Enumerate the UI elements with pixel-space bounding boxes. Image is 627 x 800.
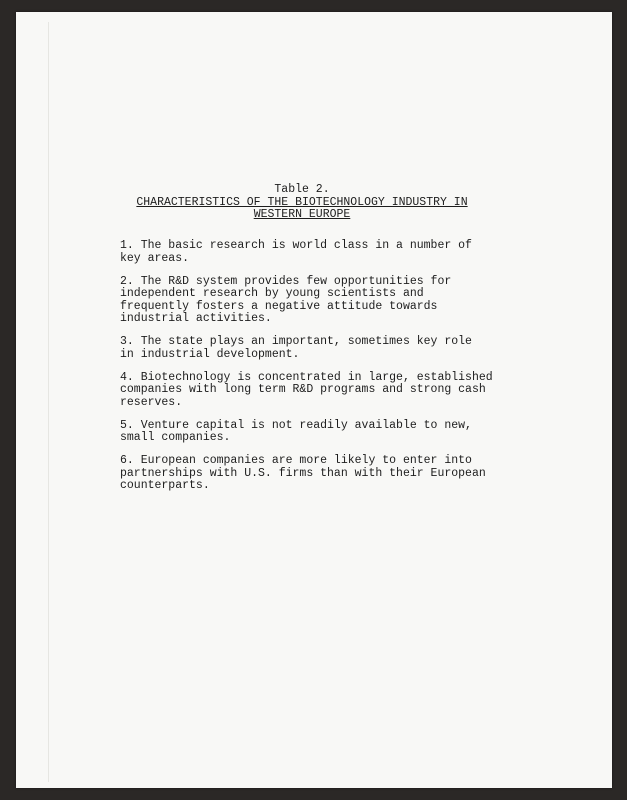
list-item bbox=[120, 240, 560, 265]
list-item-line: 3. The state plays an important, sometimes key role bbox=[120, 335, 472, 348]
list-item-line: 1. The basic research is world class in a number of bbox=[120, 239, 472, 252]
page-edge-shadow bbox=[48, 22, 49, 782]
table-label: Table 2. bbox=[274, 183, 330, 196]
list-item-line: partnerships with U.S. firms than with their European bbox=[120, 466, 486, 480]
list-item-line: 2. The R&D system provides few opportunities for bbox=[120, 274, 452, 288]
list-item bbox=[120, 455, 560, 493]
list-item-line: key areas. bbox=[120, 251, 190, 265]
table-title-line-1: CHARACTERISTICS OF THE BIOTECHNOLOGY INDUSTRY IN bbox=[136, 195, 468, 209]
list-item-line: reserves. bbox=[120, 395, 183, 409]
table-heading bbox=[112, 184, 492, 222]
list-item bbox=[120, 420, 560, 445]
list-item-line: industrial activities. bbox=[120, 312, 272, 325]
list-item-line: frequently fosters a negative attitude towards bbox=[120, 299, 438, 313]
list-item-line: counterparts. bbox=[120, 479, 210, 492]
list-item-line: small companies. bbox=[120, 431, 231, 444]
list-item bbox=[120, 372, 560, 410]
paper-page bbox=[16, 12, 612, 788]
list-item-line: companies with long term R&D programs and strong cash bbox=[120, 383, 486, 396]
list-item-line: independent research by young scientists and bbox=[120, 287, 424, 300]
list-item bbox=[120, 336, 560, 361]
list-item-line: 5. Venture capital is not readily available to new, bbox=[120, 418, 472, 432]
list-item-line: 4. Biotechnology is concentrated in large, established bbox=[120, 370, 493, 384]
table-title-line-2: WESTERN EUROPE bbox=[253, 208, 351, 221]
characteristics-list bbox=[120, 240, 560, 503]
list-item-line: in industrial development. bbox=[120, 347, 300, 361]
list-item-line: 6. European companies are more likely to enter into bbox=[120, 454, 472, 467]
list-item bbox=[120, 276, 560, 326]
